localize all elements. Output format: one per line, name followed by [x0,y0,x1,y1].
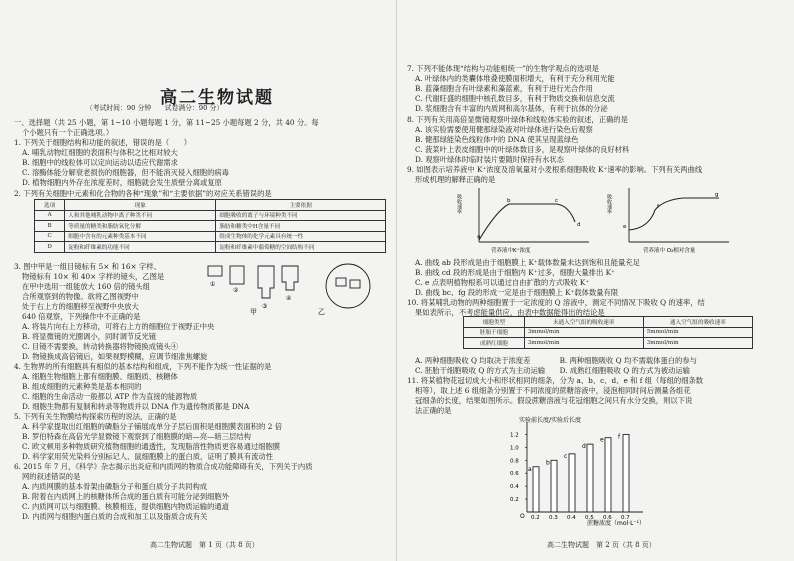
chart-y-axis-label: 实验前长度/实验后长度 [519,417,582,424]
chart-y-tick-label: 1.2 [510,432,519,439]
q10-header-cell: 未通入空气组的吸收速率 [524,317,643,328]
left-text-line: B. 附着在内质网上的核糖体所合成的蛋白质有可能分泌到细胞外 [22,492,230,501]
table-row [35,231,386,242]
chart-x-tick-label: 0.2 [531,515,540,521]
chart-x-tick-label: 0.3 [549,515,558,521]
exam-info: （考试时间：90 分钟 试卷满分：90 分） [86,104,224,112]
q10-cell: 3mmol/min [643,338,752,349]
right-text-line: B. 曲线 cd 段的形成是由于细胞内 K⁺过多，细胞大量排出 K⁺ [415,268,615,277]
page-title: 高二生物试题 [160,88,274,108]
left-text-line: D. 物镜换成高倍镜后，如果视野模糊，应调节细准焦螺旋 [22,352,208,361]
table-row [35,210,386,221]
q10-header-cell: 细胞类型 [464,317,525,328]
chart-bar-label: c [564,452,568,460]
right-text-line: A. 两种细胞吸收 Q 均取决于浓度差 B. 两种细胞吸收 Q 均不需载体蛋白的参与 [415,356,697,365]
right-text-line: 冠细条的长度，结果如图所示。假设蔗糖溶液与花冠细胞之间只有水分交换，则以下说 [415,396,693,405]
right-text-line: 相等），取上述 6 组细条分别置于不同浓度的蔗糖溶液中，浸泡相同时间后测量各组花 [415,386,691,395]
right-text-line: D. 曲线 bc、fg 段的形成一定是由于细胞膜上 K⁺载体数量有限 [415,288,619,297]
footer-right: 高二生物试题 第 2 页（共 8 页） [547,541,656,549]
chart-y-tick-label: 0.6 [510,471,519,478]
table-row [464,327,753,338]
left-text-line: A. 将装片向右上方移动，可将右上方的细胞位于视野正中央 [22,322,215,331]
fig-label-yi: 乙 [318,308,325,316]
q10-header-row [464,317,753,328]
left-text-line: 个小题只有一个正确选项。） [22,128,114,137]
chart-y-tick-label: 0.2 [510,497,519,504]
q2-cell: D [35,242,65,253]
q2-header-cell: 现象 [65,200,216,211]
q2-header-cell: 主要依据 [216,200,386,211]
right-text-line: 法正确的是 [415,406,452,415]
left-text-line: 5. 下列有关生物膜结构探索历程的说法，正确的是 [14,412,177,421]
right-text-line: D. 浆细胞含有丰富的内质网和高尔基体，有利于抗体的分泌 [415,104,608,113]
q9-point-d: d [577,222,581,228]
q10-cell: 胚胎干细胞 [464,327,525,338]
left-text-line: 处于右上方的细胞移至视野中央放大 [22,302,139,311]
q2-cell: 组成生物体的化学元素具有统一性 [216,231,386,242]
q9-figure [457,180,737,256]
right-text-line: A. 该实验需要使用健那绿染液对叶绿体进行染色后观察 [415,125,593,134]
left-text-line: C. 细胞的生命活动一般都以 ATP 作为直接的能源物质 [22,392,198,401]
chart-x-tick-label: 0.4 [567,515,576,521]
right-text-line: 10. 将某哺乳动物的两种细胞置于一定浓度的 Q 溶液中，测定不同情况下吸收 Q 的速率，结 [407,298,705,307]
q9-point-e: e [623,224,627,230]
fig-label-2: ② [233,287,239,294]
q2-cell: B [35,221,65,232]
chart-y-tick-label: 0.8 [510,458,519,465]
left-text-line: D. 植物细胞内外存在浓度差时，细胞就会发生质壁分离或复原 [22,178,222,187]
table-row [35,221,386,232]
chart-origin-label: O [520,513,525,520]
q10-table [463,316,753,349]
chart-bar-label: f [618,433,621,441]
left-text-line: B. 组成细胞的元素种类是基本相同的 [22,382,142,391]
q2-cell: 等质量的糖类和脂肪氧化分解 [65,221,216,232]
q2-header-cell: 选项 [35,200,65,211]
table-row [35,242,386,253]
footer-left: 高二生物试题 第 1 页（共 8 页） [150,541,259,549]
q10-cell: 5mmol/min [643,327,752,338]
right-text-line: C. 菠菜叶上表皮细胞中的叶绿体数目多，是观察叶绿体的良好材料 [415,145,630,154]
q10-header-cell: 通入空气组的吸收速率 [643,317,752,328]
left-text-line: D. 细胞生物都有复制和转录等物质并以 DNA 作为遗传物质都是 DNA [22,402,250,411]
left-text-line: B. 细胞中的线粒体可以定向运动以适应代谢需求 [22,158,178,167]
right-text-line: C. 代谢旺盛的细胞中核孔数目多，有利于物质交换和信息交流 [415,94,615,103]
q10-cell: 3mmol/min [524,327,643,338]
q11-bar-chart [505,410,665,528]
q2-cell: 人和其他哺乳动物中离子种类不同 [65,210,216,221]
right-text-line: 形成机理的解释正确的是 [415,175,496,184]
chart-bar [569,454,575,512]
fig-label-jia: 甲 [250,308,257,316]
q2-cell: 细胞吸收的离子与环境种类不同 [216,210,386,221]
chart-bar-label: e [600,436,604,444]
left-text-line: 在甲中选用一组能放大 160 倍的镜头组 [22,282,151,291]
q9-point-f: f [657,204,659,210]
chart-bar [551,460,557,512]
left-text-line: 6. 2015 年 7 月，《科学》杂志揭示出炎症和内质网的物质合成功能障碍有关，下列关于内质 [14,462,313,471]
right-text-line: B. 蓝藻细胞含有叶绿素和藻蓝素，有利于进行光合作用 [415,84,593,93]
left-text-line: 2. 下列有关细胞中元素和化合物的各种“现象”和“主要依据”的对应关系错误的是 [14,189,272,198]
chart-x-axis-label: 蔗糖浓度（mol·L⁻¹） [587,520,646,527]
left-text-line: 一、选择题（共 25 小题，第 1~10 小题每题 1 分，第 11~25 小题每题 2 分，共 40 分。每 [14,118,319,127]
q9-point-a: a [477,234,481,240]
left-text-line: 合所观察到的物像。欲将乙图视野中 [22,292,139,301]
left-text-line: A. 科学家提取出红细胞的磷脂分子铺展成单分子层后面积是细胞膜表面积的 2 倍 [22,422,282,431]
chart-y-tick-label: 1.0 [510,445,519,452]
right-text-line: 7. 下列不能体现“结构与功能相统一”的生物学观点的选项是 [407,64,599,73]
q3-figure [200,258,380,316]
q9-left-xlabel: 营养液中K⁺浓度 [491,248,531,254]
chart-bar [623,434,629,512]
q9-right-ylabel: 吸收速率 [606,194,612,214]
q2-cell: 淀粉和纤维素中葡萄糖的空间结构不同 [216,242,386,253]
q9-left-ylabel: 吸收速率 [456,194,462,214]
left-text-line: C. 溶酶体能分解衰老损伤的细胞器，但不能消灭侵入细胞的病毒 [22,168,229,177]
chart-x-tick-label: 0.6 [603,515,612,521]
fig-label-1: ① [210,281,216,288]
right-text-line: A. 叶绿体内的类囊体堆叠使膜面积增大，有利于充分利用光能 [415,74,615,83]
right-text-line: 11. 将某植物花冠切成大小和形状相同的细条，分为 a、b、c、d、e 和 f 组（每组的细条数 [407,376,704,385]
left-text-line: A. 哺乳动物红细胞的表面积与体积之比相对较大 [22,148,178,157]
left-text-line: A. 内质网膜的基本骨架由磷脂分子和蛋白质分子共同构成 [22,482,208,491]
q9-right-xlabel: 营养液中 O₂相对含量 [643,248,696,254]
left-text-line: 4. 生物界的所有细胞具有相似的基本结构和组成，下列不能作为统一性证据的是 [14,362,272,371]
left-text-line: 物镜标有 10× 和 40× 字样的镜头，乙图是 [22,272,165,281]
q9-point-g: g [715,192,719,198]
chart-bar-label: a [528,465,532,473]
left-text-line: B. 罗伯特森在高倍光学显微镜下观察到了细胞膜的暗—亮—暗三层结构 [22,432,251,441]
left-text-line: C. 目镜不需要换，转动转换器将物镜换成镜头④ [22,342,178,351]
table-row [464,338,753,349]
q9-point-b: b [507,198,511,204]
left-text-line: 网的叙述错误的是 [22,472,81,481]
q9-point-c: c [555,198,559,204]
q2-table [34,199,386,253]
q2-header-row [35,200,386,211]
right-text-line: 9. 如图表示培养液中 K⁺浓度及溶氧量对小麦根系细胞吸收 K⁺速率的影响。下列有关两曲线 [407,165,703,174]
chart-bar [605,438,611,512]
right-text-line: 果如表所示，不考虑能量供应，由表中数据能得出的结论是 [415,308,605,317]
fig-label-3: ③ [262,303,268,310]
chart-x-tick-label: 0.7 [621,515,630,521]
right-text-line: D. 观察叶绿体时临时装片要随时保持有水状态 [415,155,564,164]
q10-cell: 成熟红细胞 [464,338,525,349]
right-text-line: 8. 下列有关用高倍显微镜观察叶绿体和线粒体实验的叙述，正确的是 [407,115,628,124]
q2-cell: 脂肪和糖类中H含量不同 [216,221,386,232]
left-text-line: 640 倍观察，下列操作中不正确的是 [22,312,141,321]
chart-bar-label: d [582,443,586,451]
fig-label-4: ④ [286,295,292,302]
q10-cell: 3mmol/min [524,338,643,349]
chart-bar [587,444,593,512]
right-text-line: C. 胚胎干细胞吸收 Q 的方式为主动运输 D. 成熟红细胞吸收 Q 的方式为被动运输 [415,366,690,375]
left-text-line: C. 欧文顿用多种物质研究植物细胞的通透性，发现脂溶性物质更容易通过细胞膜 [22,442,281,451]
left-text-line: 1. 下列关于细胞结构和功能的叙述，错误的是（ ） [14,138,192,147]
left-text-line: A. 细胞生物细胞上都有细胞膜、细胞质、核糖体 [22,372,178,381]
left-text-line: D. 科学家用荧光染料分别标记人、鼠细胞膜上的蛋白质，证明了膜具有流动性 [22,452,274,461]
right-text-line: A. 曲线 ab 段形成是由于细胞膜上 K⁺载体数量未达到饱和且能量充足 [415,258,640,267]
left-text-line: C. 内质网可以与细胞膜、核膜相连，提供细胞内物质运输的通道 [22,502,229,511]
left-text-line: B. 将显微镜的光圈调小，同时调节反光镜 [22,332,157,341]
chart-bar [533,467,539,512]
q2-cell: A [35,210,65,221]
page-right [397,0,794,561]
q2-cell: C [35,231,65,242]
chart-bar-label: b [546,459,550,467]
chart-x-tick-label: 0.5 [585,515,594,521]
chart-y-tick-label: 0.4 [510,484,519,491]
q2-cell: 淀粉和纤维素的功能不同 [65,242,216,253]
left-text-line: D. 内质网与细胞内蛋白质的合成和加工以及脂质合成有关 [22,512,208,521]
q2-cell: 细胞中含有的元素种类基本不同 [65,231,216,242]
left-text-line: 3. 图中甲是一组目镜标有 5× 和 16× 字样、 [14,262,161,271]
right-text-line: C. e 点表明植物根系可以通过自由扩散的方式吸收 K⁺ [415,278,590,287]
right-text-line: B. 健那绿能染色线粒体中的 DNA 使其呈现蓝绿色 [415,135,579,144]
